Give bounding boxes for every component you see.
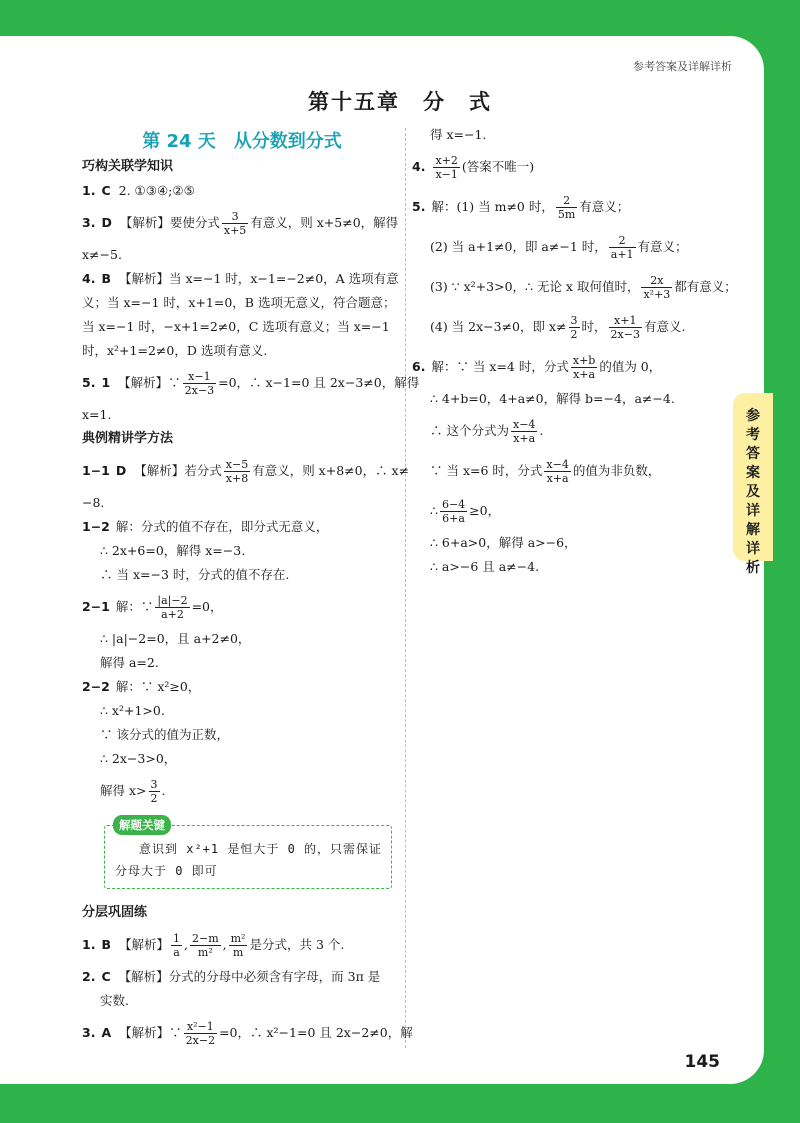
fraction: $\frac{x-1}{2x-3}$ — [184, 370, 215, 397]
left-column — [82, 155, 420, 1053]
answer-line: 1. C 2. ①③④;②⑤ — [82, 183, 195, 198]
answer-line: 2. C 【解析】分式的分母中必须含有字母，而 3π 是 — [82, 969, 381, 984]
answer-line: 5. 1 【解析】∵ $\frac{x-1}{2x-3}$ =0，∴ x−1=0 且 2x−3≠0，解得 — [82, 370, 420, 397]
side-tab-label: 参考答案及详解详析 — [746, 408, 760, 576]
answer-line: 4. B 【解析】当 x=−1 时，x−1=−2≠0，A 选项有意 — [82, 271, 399, 286]
page-number: 145 — [684, 1052, 720, 1072]
answer-line: ∴ 当 x=−3 时，分式的值不存在. — [100, 567, 290, 582]
answer-line: ∴ 4+b=0，4+a≠0，解得 b=−4，a≠−4. — [430, 391, 675, 406]
answer-line: x≠−5. — [82, 247, 122, 262]
answer-line: 3. D 【解析】要使分式 $\frac{3}{x+5}$ 有意义，则 x+5≠0，解得 — [82, 210, 399, 237]
answer-line: 义；当 x=−1 时，x+1=0，B 选项无意义，符合题意； — [82, 295, 396, 310]
fraction: $\frac{2}{5m}$ — [557, 194, 576, 221]
answer-line: (3) ∵ x²+3>0，∴ 无论 x 取何值时， $\frac{2x}{\text{x²+3}}$ 都有意义； — [430, 274, 737, 301]
answer-line: 3. A 【解析】∵ $\frac{\text{x²−1}}{2x-2}$ =0，∴ x²−1=0 且 2x−2≠0，解 — [82, 1020, 413, 1047]
fraction: $\frac{x+b}{x+a}$ — [572, 354, 596, 381]
answer-line: 当 x=−1 时，−x+1=2≠0，C 选项有意义；当 x=−1 — [82, 319, 390, 334]
answer-line: 得 x=−1. — [430, 127, 487, 142]
answer-line: 时，x²+1=2≠0，D 选项有意义. — [82, 343, 268, 358]
answer-line: ∴ a>−6 且 a≠−4. — [430, 559, 540, 574]
answer-line: 1−2 解：分式的值不存在，即分式无意义， — [82, 519, 329, 534]
fraction: $\frac{x-4}{x+a}$ — [512, 418, 536, 445]
answer-line: −8. — [82, 495, 105, 510]
answer-line: ∴ 6+a>0，解得 a>−6， — [430, 535, 577, 550]
answer-line: 解得 x> $\frac{3}{2}$ . — [100, 778, 166, 805]
side-tab — [733, 393, 773, 576]
fraction: $\frac{\text{m²}}{m}$ — [230, 932, 246, 959]
fraction: $\frac{x-4}{x+a}$ — [546, 458, 569, 485]
answer-line: x=1. — [82, 407, 112, 422]
answer-line: 实数. — [100, 993, 129, 1008]
fraction: $\frac{x+2}{x-1}$ — [435, 154, 458, 181]
answer-line: ∵ 当 x=6 时，分式 $\frac{x-4}{x+a}$ 的值为非负数， — [430, 458, 661, 485]
answer-line: ∴ 2x+6=0，解得 x=−3. — [100, 543, 246, 558]
answer-line: (4) 当 2x−3≠0，即 x≠ $\frac{3}{2}$ 时， $\frac{x+1}{2x-3}$ 有意义. — [430, 314, 686, 341]
fraction: $\frac{2-m}{\text{m²}}$ — [191, 932, 219, 959]
answer-line: ∴ $\frac{6-4}{6+a}$ ≥0， — [430, 498, 501, 525]
answer-line: 1. B 【解析】 $\frac{1}{a}$ , $\frac{2-m}{\text{m²}}$ , $\frac{\text{m²}}{m}$ 是分式，共 3 个. — [82, 932, 345, 959]
answer-line: 1−1 D 【解析】若分式 $\frac{x-5}{x+8}$ 有意义，则 x+8≠0，∴ x≠ — [82, 458, 410, 485]
fraction: $\frac{3}{x+5}$ — [223, 210, 247, 237]
chapter-title: 第十五章 分 式 — [308, 90, 492, 114]
section-heading: 典例精讲学方法 — [82, 431, 174, 446]
fraction: $\frac{|a|-2}{a+2}$ — [157, 594, 188, 621]
fraction: $\frac{\text{x²−1}}{2x-2}$ — [185, 1020, 216, 1047]
answer-line: 2−2 解：∵ x²≥0， — [82, 679, 201, 694]
right-column — [412, 123, 737, 579]
section-heading: 巧构关联学知识 — [82, 159, 174, 174]
answer-line: 2−1 解：∵ $\frac{|a|-2}{a+2}$ =0， — [82, 594, 223, 621]
answer-line: 4. $\frac{x+2}{x-1}$ (答案不唯一) — [412, 154, 535, 181]
answer-line: (2) 当 a+1≠0，即 a≠−1 时， $\frac{2}{a+1}$ 有意义； — [430, 234, 688, 261]
key-point-text: 意识到 x²+1 是恒大于 0 的，只需保证 分母大于 0 即可 — [115, 842, 383, 878]
answer-line: ∴ 这个分式为 $\frac{x-4}{x+a}$ . — [430, 418, 544, 445]
fraction: $\frac{1}{a}$ — [173, 932, 180, 959]
answer-line: ∴ x²+1>0. — [100, 703, 165, 718]
fraction: $\frac{2x}{\text{x²+3}}$ — [643, 274, 671, 301]
key-point-tag: 解题关键 — [113, 815, 171, 835]
fraction: $\frac{x-5}{x+8}$ — [225, 458, 249, 485]
key-point-box — [104, 818, 392, 889]
fraction: $\frac{3}{2}$ — [570, 314, 578, 341]
column-divider — [405, 128, 406, 1048]
answer-line: 6. 解：∵ 当 x=4 时，分式 $\frac{x+b}{x+a}$ 的值为 0， — [412, 354, 662, 381]
answer-line: 解得 a=2. — [100, 655, 159, 670]
section-heading: 分层巩固练 — [82, 905, 148, 920]
fraction: $\frac{x+1}{2x-3}$ — [610, 314, 640, 341]
answer-line: ∵ 该分式的值为正数， — [100, 727, 229, 742]
answer-line: ∴ |a|−2=0，且 a+2≠0， — [100, 631, 251, 646]
answer-line: ∴ 2x−3>0， — [100, 751, 177, 766]
fraction: $\frac{3}{2}$ — [150, 778, 158, 805]
day-title: 第 24 天 从分数到分式 — [142, 131, 342, 152]
fraction: $\frac{6-4}{6+a}$ — [441, 498, 466, 525]
fraction: $\frac{2}{a+1}$ — [610, 234, 634, 261]
answer-line: 5. 解：(1) 当 m≠0 时， $\frac{2}{5m}$ 有意义； — [412, 194, 630, 221]
header-note: 参考答案及详解详析 — [633, 60, 732, 73]
